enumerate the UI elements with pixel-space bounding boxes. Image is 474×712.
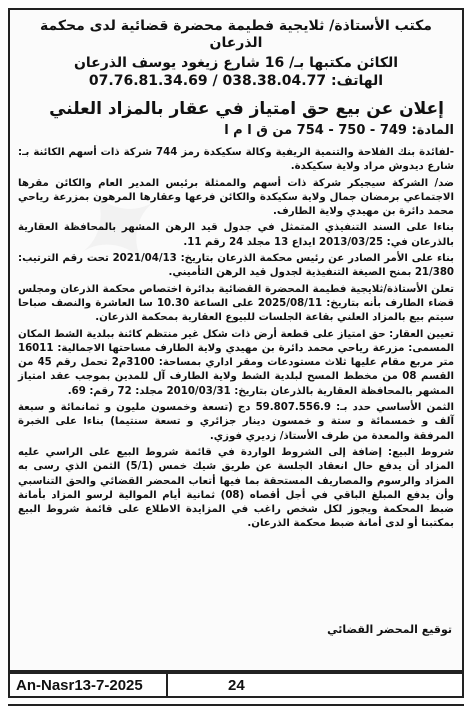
beneficiary-paragraph: -لفائدة بنك الفلاحة والتنمية الريفية وكالة سكيكدة رمز 744 شركة ذات أسهم الكائنة بـ: شارع ديدوش مراد ولاية سكيكدة. <box>18 147 454 173</box>
bailiff-office: مكتب الأستاذة/ ثلايجية فطيمة محضرة قضائية لدى محكمة الذرعان <box>40 18 432 51</box>
court-order-paragraph: بناء على الأمر الصادر عن رئيس محكمة الذرعان بتاريخ: 2021/04/13 تحت رقم الترتيب: 21/380 بمنح الصيغة التنفيذية لجدول قيد الرهن التأميني. <box>18 253 454 279</box>
legal-notice <box>8 8 464 672</box>
next-notice-border <box>8 704 464 712</box>
newspaper-date: An-Nasr13-7-2025 <box>10 674 168 696</box>
office-address: الكائن مكتبها بـ/ 16 شارع زيغود يوسف الذرعان <box>73 55 399 71</box>
bailiff-signature-label: توقيع المحضر القضائي <box>327 623 452 636</box>
sale-announcement-paragraph: تعلن الأستاذة/ثلايجية فطيمة المحضرة القضائية بدائرة اختصاص محكمة الذرعان ومجلس قضاء الطارف بأنه بتاريخ: 2025/08/11 على الساعة 10.30 سا العاشرة والنصف صباحا سيتم بيع بالمزاد العلني بقاعة الجلسات للبيوع العقارية بمحكمة الذرعان. <box>18 283 454 324</box>
base-price-paragraph: الثمن الأساسي حدد بـ: 59.807.556.9 دج (تسعة وخمسون مليون و ثمانمائة و سبعة آلف و خمسمائة و ستة و خمسون دينار جزائري و تسعة سنتيما) بناءا على الخبرة المرفقة والمعدة من طرف الأستاذ/ زديري فوزي. <box>18 402 454 442</box>
enforcement-title-paragraph: بناءا على السند التنفيذي المتمثل في جدول قيد الرهن المشهر بالمحافظة العقارية بالذرعان في: 2013/03/25 ايداع 13 مجلد 24 رقم 11. <box>18 222 454 248</box>
newspaper-footer <box>8 672 464 698</box>
notice-title: إعلان عن بيع حق امتياز في عقار بالمزاد العلني <box>49 99 444 119</box>
defendant-paragraph: ضد/ الشركة سيجيكر شركة ذات أسهم والممثلة برئيس المدير العام والكائن مقرها الاجتماعي برمضان جمال ولاية سكيكدة والكائن فرعها وعقارها المرهون بمزرعة رياحي محمد دائرة بن مهيدي ولاية الطارف. <box>18 177 454 218</box>
notice-body <box>10 138 462 532</box>
legal-articles: المادة: 749 - 750 - 754 من ق ا م ا <box>224 123 454 138</box>
property-description-paragraph: تعيين العقار: حق امتياز على قطعة أرض ذات شكل غير منتظم كائنة ببلدية الشط المكان المسمى: مزرعة رياحي محمد دائرة بن مهيدي ولاية الطارف مساحتها الاجمالية: 16011 متر مربع مقام عليها ثلاث مستودعات ومقر اداري بمساحة: 3100م2 تحمل رقم 45 من القسم 08 من مخطط المسح لبلدية الشط ولاية الطارف آل للمدين بموجب عقد امتياز المشهر بالمحافظة العقارية بالذرعان بتاريخ: 2010/03/31 مجلد: 72 رقم: 69. <box>18 328 455 397</box>
page-number: 24 <box>228 676 245 694</box>
office-phone: الهاتف: 038.38.04.77 / 07.76.81.34.69 <box>88 73 384 89</box>
sale-conditions-paragraph: شروط البيع: إضافة إلى الشروط الواردة في قائمة شروط البيع على الراسي عليه المزاد أن يدفع حال انعقاد الجلسة عن طريق شيك خمس (5/1) الثمن الذي رسى به المزاد والرسوم والمصاريف المستحقة بما فيها أتعاب المحضر القضائي والحق التناسبي وأن يدفع المبلغ الباقي في أجل أقصاه (08) ثمانية أيام الموالية لرسو المزاد بأمانة ضبط المحكمة ويجوز لكل شخص راغب في المزايدة الاطلاع على قائمة شروط البيع بمكتبنا أو لدى أمانة ضبط محكمة الذرعان. <box>18 446 454 530</box>
notice-header <box>10 10 462 89</box>
